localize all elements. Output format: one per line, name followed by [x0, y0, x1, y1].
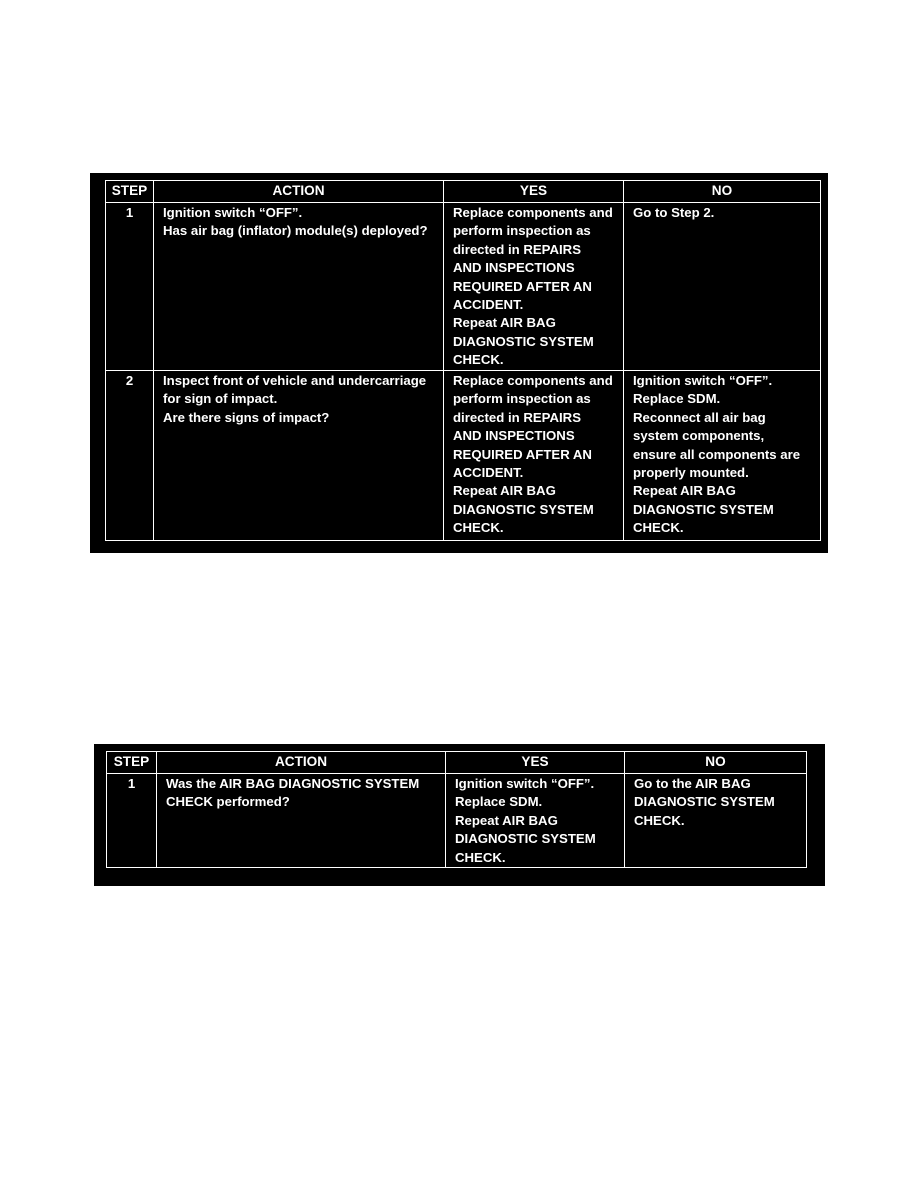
header-yes: YES: [444, 181, 624, 203]
yes-line: DIAGNOSTIC SYSTEM: [453, 333, 594, 349]
table-row: [106, 203, 821, 371]
no-cell: [624, 203, 821, 371]
step-number: 2: [106, 371, 154, 541]
action-cell: [157, 774, 446, 868]
action-line: CHECK performed?: [166, 794, 290, 810]
action-line: Are there signs of impact?: [163, 409, 330, 425]
yes-line: Repeat AIR BAG: [455, 812, 558, 828]
header-action: ACTION: [154, 181, 444, 203]
header-no: NO: [625, 752, 807, 774]
yes-line: Repeat AIR BAG: [453, 315, 556, 331]
header-action: ACTION: [157, 752, 446, 774]
step-number: 1: [107, 774, 157, 868]
yes-line: CHECK.: [453, 520, 504, 536]
action-cell: [154, 203, 444, 371]
action-line: Was the AIR BAG DIAGNOSTIC SYSTEM: [166, 776, 420, 791]
yes-line: REQUIRED AFTER AN: [453, 446, 592, 462]
action-line: for sign of impact.: [163, 391, 278, 407]
yes-line: AND INSPECTIONS: [453, 428, 575, 444]
diagnostic-table-panel-2: [94, 744, 825, 886]
yes-line: Repeat AIR BAG: [453, 483, 556, 499]
yes-line: Replace components and: [453, 205, 613, 220]
no-line: Ignition switch “OFF”.: [633, 373, 773, 388]
table-header-row: [107, 752, 807, 774]
action-cell: [154, 371, 444, 541]
no-line: ensure all components are: [633, 446, 801, 462]
yes-line: AND INSPECTIONS: [453, 260, 575, 276]
no-line: Reconnect all air bag: [633, 409, 766, 425]
no-cell: [625, 774, 807, 868]
yes-line: DIAGNOSTIC SYSTEM: [455, 831, 596, 847]
yes-line: ACCIDENT.: [453, 465, 524, 481]
no-line: CHECK.: [634, 812, 685, 828]
yes-cell: [444, 371, 624, 541]
header-step: STEP: [107, 752, 157, 774]
yes-line: REQUIRED AFTER AN: [453, 278, 592, 294]
no-line: Go to the AIR BAG: [634, 776, 751, 791]
no-line: properly mounted.: [633, 465, 749, 481]
no-cell: [624, 371, 821, 541]
no-line: Go to Step 2.: [633, 205, 715, 220]
yes-line: perform inspection as: [453, 223, 591, 239]
yes-line: Ignition switch “OFF”.: [455, 776, 595, 791]
no-line: Replace SDM.: [633, 391, 721, 407]
diagnostic-table-2: [106, 751, 807, 868]
action-line: Inspect front of vehicle and undercarriage: [163, 373, 427, 388]
diagnostic-table-panel-1: [90, 173, 828, 553]
yes-cell: [446, 774, 625, 868]
yes-line: CHECK.: [455, 849, 506, 865]
header-step: STEP: [106, 181, 154, 203]
table-header-row: [106, 181, 821, 203]
step-number: 1: [106, 203, 154, 371]
yes-line: CHECK.: [453, 352, 504, 368]
table-row: [106, 371, 821, 541]
yes-line: Replace SDM.: [455, 794, 543, 810]
yes-line: directed in REPAIRS: [453, 241, 581, 257]
header-yes: YES: [446, 752, 625, 774]
no-line: CHECK.: [633, 520, 684, 536]
no-line: Repeat AIR BAG: [633, 483, 736, 499]
no-line: DIAGNOSTIC SYSTEM: [633, 501, 774, 517]
no-line: DIAGNOSTIC SYSTEM: [634, 794, 775, 810]
header-no: NO: [624, 181, 821, 203]
yes-line: perform inspection as: [453, 391, 591, 407]
yes-line: ACCIDENT.: [453, 297, 524, 313]
yes-line: DIAGNOSTIC SYSTEM: [453, 501, 594, 517]
table-row: [107, 774, 807, 868]
no-line: system components,: [633, 428, 765, 444]
action-line: Has air bag (inflator) module(s) deployed?: [163, 223, 428, 239]
yes-line: directed in REPAIRS: [453, 409, 581, 425]
yes-line: Replace components and: [453, 373, 613, 388]
yes-cell: [444, 203, 624, 371]
diagnostic-table-1: [105, 180, 821, 541]
action-line: Ignition switch “OFF”.: [163, 205, 303, 220]
